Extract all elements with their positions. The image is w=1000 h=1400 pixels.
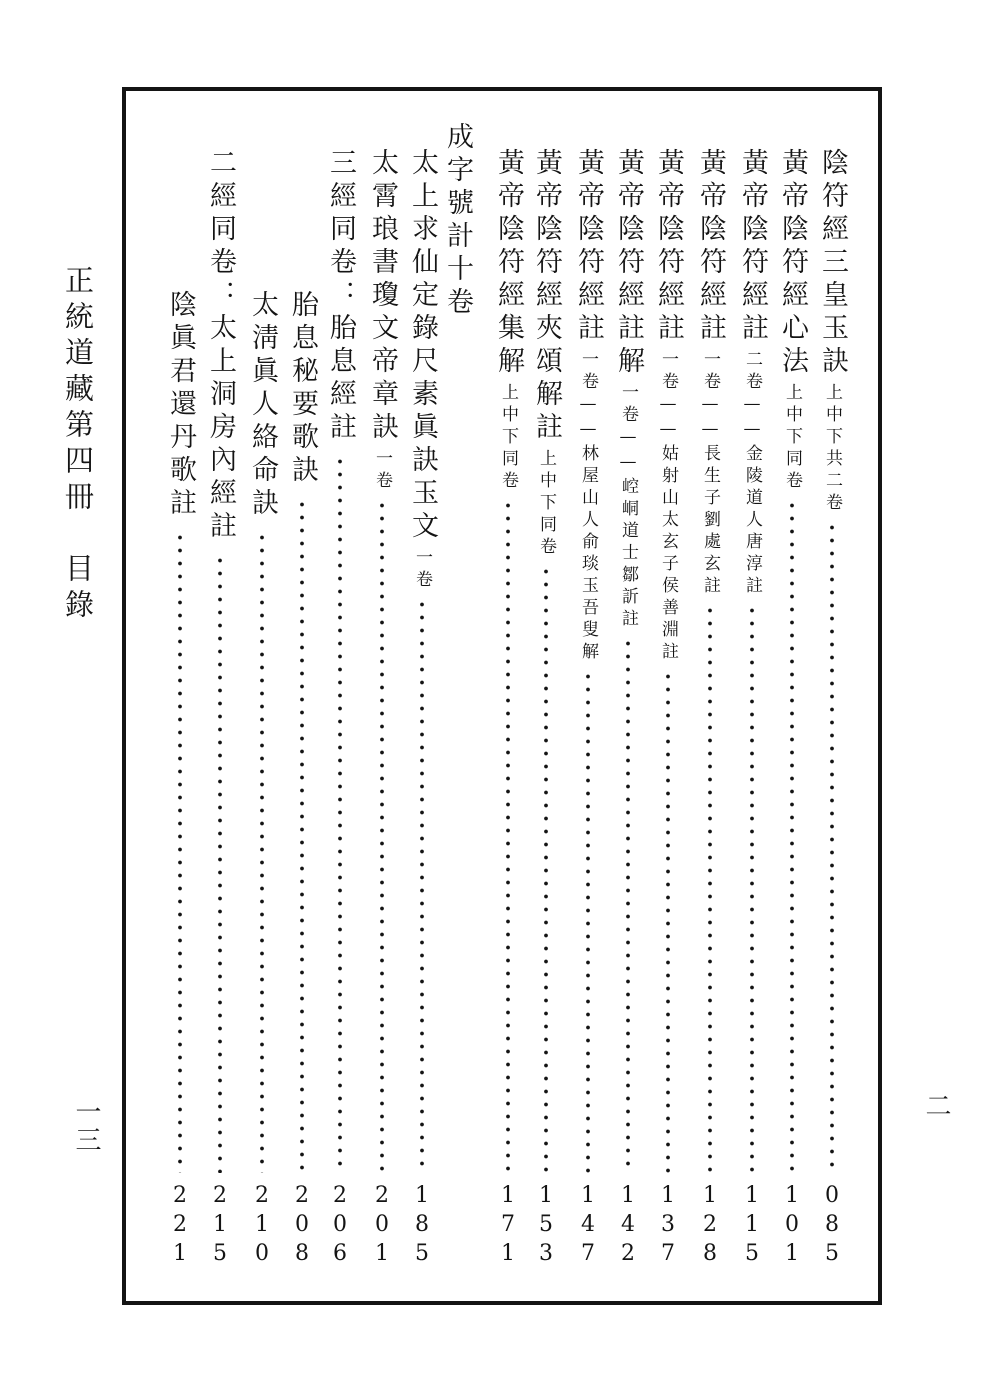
page-digit: 8 (703, 1241, 717, 1266)
page-digit: 1 (213, 1212, 227, 1237)
toc-entry-page (745, 1181, 759, 1268)
section-heading-text: 成字號計十卷 (442, 122, 473, 320)
section-heading (440, 122, 474, 320)
toc-entry-title: 太淸眞人絡命訣 (247, 290, 278, 521)
leader-dots (749, 604, 755, 1173)
toc-entry-page (255, 1181, 269, 1268)
toc-entry-note: 一卷——長生子劉處玄註 (700, 350, 720, 598)
toc-entry-title: 三經同卷：胎息經註 (325, 148, 356, 445)
toc-entry-title: 黃帝陰符經註 (573, 148, 604, 346)
page-digit: 3 (539, 1241, 553, 1266)
toc-entry-title: 黃帝陰符經註 (653, 148, 684, 346)
left-page-number: 一三 (71, 1098, 101, 1154)
leader-dots (379, 499, 385, 1173)
toc-entry-page (661, 1181, 675, 1268)
toc-entry[interactable] (323, 148, 357, 1268)
page-digit: 1 (539, 1183, 553, 1208)
toc-entry-title: 太霄琅書瓊文帝章訣 (367, 148, 398, 445)
page-digit: 0 (825, 1183, 839, 1208)
toc-entry[interactable] (405, 148, 439, 1268)
leader-dots (585, 670, 591, 1173)
toc-entry-title: 黃帝陰符經註解 (613, 148, 644, 379)
page-digit: 8 (295, 1241, 309, 1266)
leader-dots (259, 531, 265, 1173)
leader-dots (707, 604, 713, 1173)
toc-entry-page (785, 1181, 799, 1268)
right-page-number: 二 (921, 1092, 951, 1118)
toc-entry-note: 上中下同卷 (498, 383, 518, 493)
toc-entry-note: 上中下同卷 (782, 383, 802, 493)
leader-dots (625, 637, 631, 1173)
page-digit: 2 (173, 1183, 187, 1208)
toc-entry[interactable] (735, 148, 769, 1268)
page-digit: 7 (581, 1241, 595, 1266)
toc-entry-note: 上中下同卷 (536, 449, 556, 559)
page-digit: 2 (173, 1212, 187, 1237)
leader-dots (789, 499, 795, 1173)
toc-entry[interactable] (611, 148, 645, 1268)
page-digit: 4 (581, 1212, 595, 1237)
page-digit: 5 (213, 1241, 227, 1266)
page-digit: 1 (703, 1183, 717, 1208)
toc-entry-title: 陰符經三皇玉訣 (817, 148, 848, 379)
page-digit: 1 (255, 1212, 269, 1237)
toc-entry-page (213, 1181, 227, 1268)
page-digit: 2 (621, 1241, 635, 1266)
toc-entry-note: 一卷——姑射山太玄子侯善淵註 (658, 350, 678, 664)
page-digit: 1 (745, 1183, 759, 1208)
page-digit: 6 (333, 1241, 347, 1266)
leader-dots (829, 521, 835, 1173)
toc-entry-note: 上中下共二卷 (822, 383, 842, 515)
toc-entry-title: 黃帝陰符經夾頌解註 (531, 148, 562, 445)
page-digit: 8 (825, 1212, 839, 1237)
page-digit: 2 (255, 1183, 269, 1208)
leader-dots (543, 565, 549, 1173)
leader-dots (665, 670, 671, 1173)
toc-entry[interactable] (651, 148, 685, 1268)
leader-dots (177, 531, 183, 1173)
page-digit: 0 (255, 1241, 269, 1266)
toc-entry[interactable] (529, 148, 563, 1268)
page-digit: 1 (173, 1241, 187, 1266)
volume-title: 正統道藏第四冊 目錄 (61, 265, 95, 625)
page-digit: 1 (621, 1183, 635, 1208)
page-digit: 1 (501, 1241, 515, 1266)
toc-entry[interactable] (775, 148, 809, 1268)
toc-entry[interactable] (163, 290, 197, 1268)
toc-entry-note: 二卷——金陵道人唐淳註 (742, 350, 762, 598)
page-digit: 5 (745, 1241, 759, 1266)
toc-entry-page (295, 1181, 309, 1268)
leader-dots (505, 499, 511, 1173)
toc-entry[interactable] (571, 148, 605, 1268)
toc-entry-page (581, 1181, 595, 1268)
page-digit: 5 (415, 1241, 429, 1266)
page-digit: 2 (703, 1212, 717, 1237)
page-digit: 3 (661, 1212, 675, 1237)
toc-entry[interactable] (693, 148, 727, 1268)
toc-entry-page (333, 1181, 347, 1268)
toc-entry[interactable] (245, 290, 279, 1268)
page-digit: 1 (581, 1183, 595, 1208)
toc-entry-page (173, 1181, 187, 1268)
page-digit: 1 (501, 1183, 515, 1208)
toc-entry-title: 太上求仙定錄尺素眞訣玉文 (407, 148, 438, 544)
toc-entry-note: 一卷——崆峒道士鄒訢註 (618, 383, 638, 631)
page-digit: 2 (295, 1183, 309, 1208)
toc-entry-note: 一卷 (412, 548, 432, 592)
toc-entry[interactable] (285, 290, 319, 1268)
toc-entry-title: 黃帝陰符經註 (695, 148, 726, 346)
page-digit: 1 (745, 1212, 759, 1237)
page-digit: 8 (415, 1212, 429, 1237)
toc-entry-page (375, 1181, 389, 1268)
toc-entry-title: 黃帝陰符經集解 (493, 148, 524, 379)
page-digit: 0 (333, 1212, 347, 1237)
toc-entry[interactable] (815, 148, 849, 1268)
toc-entry-title: 黃帝陰符經心法 (777, 148, 808, 379)
page-digit: 1 (415, 1183, 429, 1208)
toc-entry-page (501, 1181, 515, 1268)
page-digit: 1 (661, 1183, 675, 1208)
leader-dots (299, 498, 305, 1173)
toc-entry[interactable] (203, 148, 237, 1268)
toc-entry-note: 一卷——林屋山人俞琰玉吾叟解 (578, 350, 598, 664)
page-digit: 7 (501, 1212, 515, 1237)
toc-entry-title: 胎息秘要歌訣 (287, 290, 318, 488)
page-digit: 0 (375, 1212, 389, 1237)
page-digit: 5 (539, 1212, 553, 1237)
page-digit: 5 (825, 1241, 839, 1266)
toc-entry-title: 二經同卷：太上洞房內經註 (205, 148, 236, 544)
leader-dots (217, 554, 223, 1173)
page-digit: 1 (785, 1241, 799, 1266)
toc-entry-title: 黃帝陰符經註 (737, 148, 768, 346)
toc-entry-page (415, 1181, 429, 1268)
page-digit: 0 (785, 1212, 799, 1237)
toc-entry-page (539, 1181, 553, 1268)
page-digit: 0 (295, 1212, 309, 1237)
toc-entry-title: 陰眞君還丹歌註 (165, 290, 196, 521)
page-digit: 2 (213, 1183, 227, 1208)
toc-entry-page (621, 1181, 635, 1268)
toc-entry-note: 一卷 (372, 449, 392, 493)
toc-entry-page (703, 1181, 717, 1268)
leader-dots (337, 455, 343, 1173)
page-digit: 1 (375, 1241, 389, 1266)
page-digit: 2 (333, 1183, 347, 1208)
page-digit: 4 (621, 1212, 635, 1237)
toc-entry[interactable] (365, 148, 399, 1268)
leader-dots (419, 598, 425, 1173)
page-digit: 2 (375, 1183, 389, 1208)
page-digit: 7 (661, 1241, 675, 1266)
page-digit: 1 (785, 1183, 799, 1208)
toc-entry-page (825, 1181, 839, 1268)
toc-entry[interactable] (491, 148, 525, 1268)
